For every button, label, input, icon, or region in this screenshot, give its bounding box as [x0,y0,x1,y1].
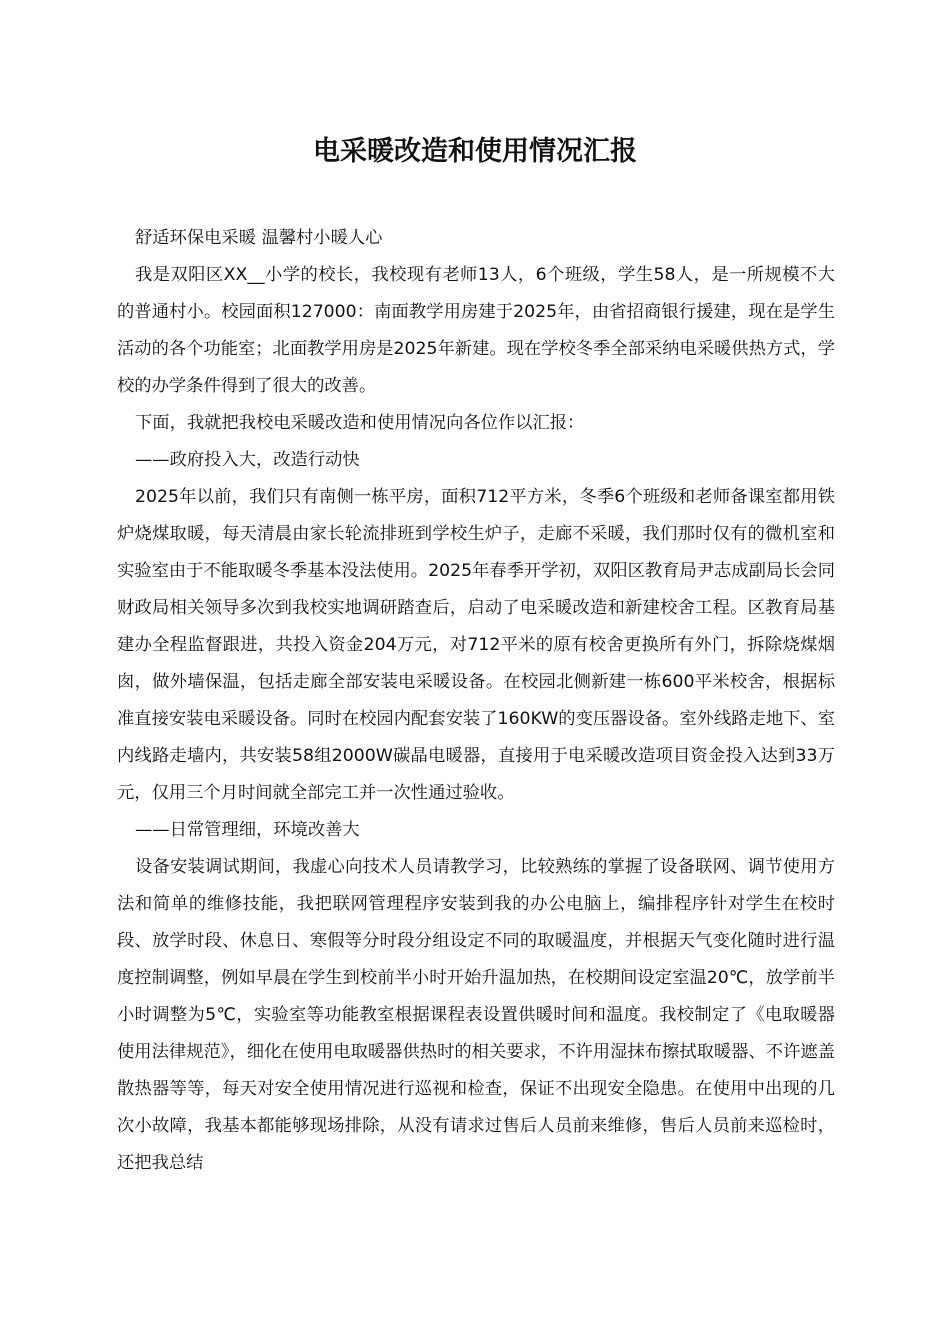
document-body [117,220,835,1182]
intro-paragraph: 我是双阳区XX__小学的校长，我校现有老师13人，6个班级，学生58人，是一所规模不大的普通村小。校园面积127000：南面教学用房建于2025年，由省招商银行援建，现在是学生活动的各个功能室；北面教学用房是2025年新建。现在学校冬季全部采纳电采暖供热方式，学校的办学条件得到了很大的改善。 [117,265,835,396]
investment-paragraph: 2025年以前，我们只有南侧一栋平房，面积712平方米，冬季6个班级和老师备课室都用铁炉烧煤取暖，每天清晨由家长轮流排班到学校生炉子，走廊不采暖，我们那时仅有的微机室和实验室由于不能取暖冬季基本没法使用。2025年春季开学初，双阳区教育局尹志成副局长会同财政局相关领导多次到我校实地调研踏查后，启动了电采暖改造和新建校舍工程。区教育局基建办全程监督跟进，共投入资金204万元，对712平米的原有校舍更换所有外门，拆除烧煤烟囱，做外墙保温，包括走廊全部安装电采暖设备。在校园北侧新建一栋600平米校舍，根据标准直接安装电采暖设备。同时在校园内配套安装了160KW的变压器设备。室外线路走地下、室内线路走墙内，共安装58组2000W碳晶电暖器，直接用于电采暖改造项目资金投入达到33万元，仅用三个月时间就全部完工并一次性通过验收。 [117,487,835,803]
management-paragraph: 设备安装调试期间，我虚心向技术人员请教学习，比较熟练的掌握了设备联网、调节使用方法和简单的维修技能，我把联网管理程序安装到我的办公电脑上，编排程序针对学生在校时段、放学时段、休息日、寒假等分时段分组设定不同的取暖温度，并根据天气变化随时进行温度控制调整，例如早晨在学生到校前半小时开始升温加热，在校期间设定室温20℃，放学前半小时调整为5℃，实验室等功能教室根据课程表设置供暖时间和温度。我校制定了《电取暖器使用法律规范》，细化在使用电取暖器供热时的相关要求，不许用湿抹布擦拭取暖器、不许遮盖散热器等等，每天对安全使用情况进行巡视和检查，保证不出现安全隐患。在使用中出现的几次小故障，我基本都能够现场排除，从没有请求过售后人员前来维修，售后人员前来巡检时，还把我总结 [117,857,835,1173]
slogan-paragraph: 舒适环保电采暖 温馨村小暖人心 [135,228,383,248]
lead-in-paragraph: 下面，我就把我校电采暖改造和使用情况向各位作以汇报： [135,413,585,433]
page-title: 电采暖改造和使用情况汇报 [313,136,637,167]
section-heading-management: ——日常管理细，环境改善大 [135,820,360,840]
section-heading-investment: ——政府投入大，改造行动快 [135,450,360,470]
